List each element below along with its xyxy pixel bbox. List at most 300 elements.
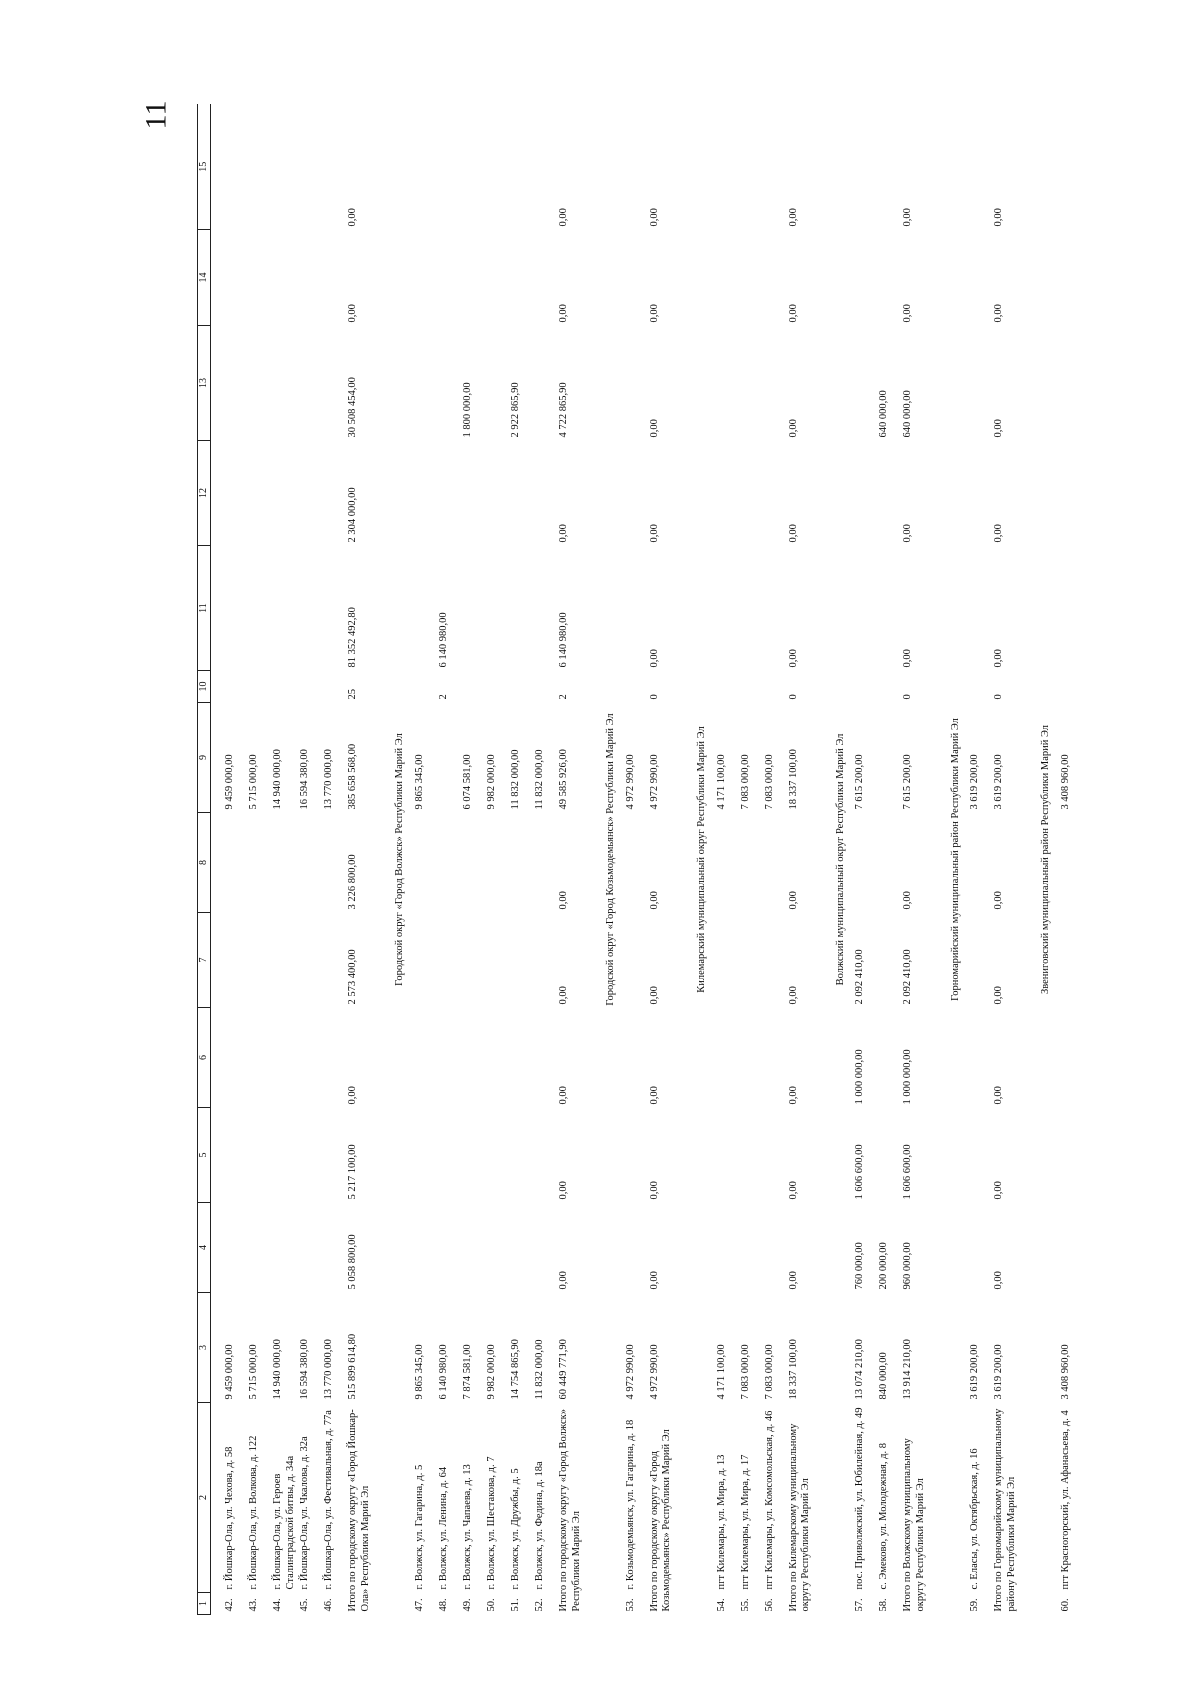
spacer-row	[211, 105, 224, 1615]
rotated-table-container	[197, 15, 1197, 1615]
value-cell-c9: 5 715 000,00	[248, 754, 259, 810]
table-row	[298, 105, 322, 1615]
value-cell-c3: 6 140 980,00	[437, 1344, 449, 1400]
total-value-c14: 0,00	[787, 304, 799, 323]
column-number-row	[198, 105, 211, 1615]
value-cell-c13	[247, 326, 271, 441]
value-cell-c14	[624, 230, 648, 326]
total-value-c14: 0,00	[902, 304, 914, 323]
total-value-c3: 18 337 100,00	[787, 1339, 799, 1400]
table-row	[533, 105, 557, 1615]
total-value-c9: 385 658 568,00	[347, 743, 359, 810]
value-cell-c6	[1059, 1008, 1083, 1108]
value-cell-c12	[461, 441, 485, 546]
total-value-c12: 0,00	[993, 524, 1005, 543]
value-cell-c11	[271, 546, 298, 671]
total-value-c13: 0,00	[648, 419, 660, 438]
value-cell-c7	[624, 913, 648, 1008]
value-cell-c14	[437, 230, 461, 326]
value-cell-c9	[877, 703, 901, 813]
address-cell: г. Йошкар-Ола, ул. Героев Сталинградской битвы, д. 34а	[272, 1455, 296, 1590]
total-value-c14: 0,00	[648, 304, 660, 323]
value-cell-c9: 16 594 380,00	[299, 749, 311, 810]
total-value-c12: 0,00	[557, 524, 569, 543]
total-value-c8: 0,00	[993, 891, 1005, 910]
value-cell-c4	[509, 1203, 533, 1293]
value-cell-c3: 3 619 200,00	[969, 1344, 981, 1400]
address-cell: пгт Килемары, ул. Мира, д. 17	[739, 1454, 751, 1590]
total-value-c7: 0,00	[787, 986, 799, 1005]
value-cell-c9	[437, 703, 461, 813]
total-value-c8: 0,00	[648, 891, 660, 910]
value-cell-c4	[485, 1203, 509, 1293]
total-value-c4: 0,00	[993, 1271, 1005, 1290]
row-number: 48.	[437, 1598, 449, 1612]
total-row	[557, 105, 593, 1615]
value-cell-c15	[624, 105, 648, 230]
table-body	[211, 105, 1083, 1615]
value-cell-c11	[739, 546, 763, 671]
total-value-c10: 0	[902, 694, 914, 700]
value-cell-c6	[223, 1008, 247, 1108]
value-cell-c11	[877, 546, 901, 671]
total-value-c3: 4 972 990,00	[648, 1344, 660, 1400]
total-value-c12: 0,00	[902, 524, 914, 543]
value-cell-c10	[509, 671, 533, 703]
value-cell-c9: 14 940 000,00	[272, 749, 283, 810]
value-cell-c12	[322, 441, 346, 546]
value-cell-c15	[1059, 105, 1083, 230]
value-cell-c12	[739, 441, 763, 546]
column-header-12: 12	[198, 441, 211, 546]
value-cell-c14	[533, 230, 557, 326]
value-cell-c12	[271, 441, 298, 546]
total-value-c10: 25	[347, 689, 359, 700]
value-cell-c13	[298, 326, 322, 441]
address-cell: г. Волжск, ул. Дружбы, д. 5	[509, 1468, 521, 1590]
address-cell: г. Волжск, ул. Чапаева, д. 13	[461, 1464, 473, 1590]
table-row	[1059, 105, 1083, 1615]
value-cell-c9: 13 770 000,00	[323, 749, 335, 810]
total-value-c11: 81 352 492,80	[347, 607, 359, 668]
total-value-c7: 0,00	[993, 986, 1005, 1005]
value-cell-c9: 7 083 000,00	[739, 754, 751, 810]
value-cell-c3: 11 832 000,00	[533, 1339, 545, 1400]
value-cell-c10	[461, 671, 485, 703]
value-cell-c9: 7 615 200,00	[854, 754, 866, 810]
total-value-c11: 0,00	[902, 649, 914, 668]
value-cell-c7	[298, 913, 322, 1008]
value-cell-c5	[413, 1108, 437, 1203]
value-cell-c15	[877, 105, 901, 230]
value-cell-c7: 2 092 410,00	[854, 949, 866, 1005]
table-row	[437, 105, 461, 1615]
value-cell-c12	[509, 441, 533, 546]
value-cell-c14	[763, 230, 787, 326]
value-cell-c3: 840 000,00	[878, 1352, 890, 1400]
total-value-c13: 0,00	[993, 419, 1005, 438]
value-cell-c5	[739, 1108, 763, 1203]
value-cell-c3: 7 874 581,00	[461, 1344, 473, 1400]
region-heading-row	[382, 105, 413, 1615]
total-value-c6: 0,00	[347, 1086, 359, 1105]
value-cell-c8	[624, 813, 648, 913]
total-value-c10: 0	[787, 694, 799, 700]
value-cell-c8	[739, 813, 763, 913]
value-cell-c11	[485, 546, 509, 671]
address-cell: г. Йошкар-Ола, ул. Волкова, д. 122	[248, 1435, 259, 1590]
value-cell-c8	[298, 813, 322, 913]
value-cell-c6	[437, 1008, 461, 1108]
value-cell-c11: 6 140 980,00	[437, 612, 449, 668]
value-cell-c4	[1059, 1203, 1083, 1293]
value-cell-c15	[271, 105, 298, 230]
total-value-c10: 0	[648, 694, 660, 700]
row-number: 52.	[533, 1598, 545, 1612]
value-cell-c6: 1 000 000,00	[854, 1049, 866, 1105]
value-cell-c13	[485, 326, 509, 441]
row-number: 42.	[224, 1598, 235, 1612]
column-header-9: 9	[198, 703, 211, 813]
value-cell-c5	[763, 1108, 787, 1203]
value-cell-c10	[877, 671, 901, 703]
address-cell: пгт Килемары, ул. Комсомольская, д. 46	[763, 1410, 775, 1590]
value-cell-c10	[247, 671, 271, 703]
value-cell-c7	[322, 913, 346, 1008]
total-value-c6: 0,00	[993, 1086, 1005, 1105]
value-cell-c3: 9 459 000,00	[224, 1344, 235, 1400]
value-cell-c4: 760 000,00	[854, 1242, 866, 1290]
total-value-c7: 2 092 410,00	[902, 949, 914, 1005]
value-cell-c15	[763, 105, 787, 230]
column-header-6: 6	[198, 1008, 211, 1108]
value-cell-c10	[715, 671, 739, 703]
total-value-c10: 0	[993, 694, 1005, 700]
table-row	[877, 105, 901, 1615]
value-cell-c15	[739, 105, 763, 230]
value-cell-c7	[437, 913, 461, 1008]
total-label: Итого по Волжскому муниципальному округу Республики Марий Эл	[902, 1438, 926, 1612]
total-value-c11: 0,00	[648, 649, 660, 668]
value-cell-c6	[763, 1008, 787, 1108]
table-row	[624, 105, 648, 1615]
value-cell-c15	[322, 105, 346, 230]
address-cell: с. Еласы, ул. Октябрьская, д. 16	[969, 1448, 981, 1590]
value-cell-c5	[715, 1108, 739, 1203]
total-value-c7: 0,00	[557, 986, 569, 1005]
region-heading-row	[593, 105, 624, 1615]
value-cell-c8	[413, 813, 437, 913]
total-value-c8: 0,00	[902, 891, 914, 910]
value-cell-c9: 11 832 000,00	[533, 749, 545, 810]
row-number: 50.	[485, 1598, 497, 1612]
value-cell-c14	[968, 230, 992, 326]
value-cell-c3: 13 770 000,00	[323, 1339, 335, 1400]
value-cell-c6	[968, 1008, 992, 1108]
total-value-c4: 0,00	[648, 1271, 660, 1290]
value-cell-c8	[485, 813, 509, 913]
total-value-c10: 2	[557, 694, 569, 700]
value-cell-c15	[413, 105, 437, 230]
value-cell-c7	[877, 913, 901, 1008]
value-cell-c14	[271, 230, 298, 326]
table-row	[413, 105, 437, 1615]
value-cell-c12	[968, 441, 992, 546]
region-heading-row	[684, 105, 715, 1615]
value-cell-c10	[413, 671, 437, 703]
value-cell-c6	[271, 1008, 298, 1108]
value-cell-c9: 4 171 100,00	[715, 754, 727, 810]
value-cell-c6	[298, 1008, 322, 1108]
value-cell-c7	[715, 913, 739, 1008]
value-cell-c7	[223, 913, 247, 1008]
total-label: Итого по Килемарскому муниципальному округу Республики Марий Эл	[787, 1423, 812, 1612]
value-cell-c10: 2	[437, 694, 449, 700]
value-cell-c6	[739, 1008, 763, 1108]
total-value-c6: 0,00	[648, 1086, 660, 1105]
total-value-c13: 640 000,00	[902, 390, 914, 438]
total-value-c5: 1 606 600,00	[902, 1144, 914, 1200]
value-cell-c11	[715, 546, 739, 671]
total-row	[787, 105, 823, 1615]
value-cell-c4	[739, 1203, 763, 1293]
total-row	[346, 105, 382, 1615]
value-cell-c15	[247, 105, 271, 230]
value-cell-c6	[715, 1008, 739, 1108]
value-cell-c12	[223, 441, 247, 546]
value-cell-c13: 2 922 865,90	[509, 382, 521, 438]
row-number: 44.	[272, 1598, 283, 1612]
value-cell-c15	[715, 105, 739, 230]
value-cell-c9: 9 982 000,00	[485, 754, 497, 810]
apartment-repair-table	[197, 105, 1083, 1616]
value-cell-c14	[853, 230, 877, 326]
region-heading-row	[823, 105, 854, 1615]
total-value-c4: 0,00	[557, 1271, 569, 1290]
total-value-c6: 1 000 000,00	[902, 1049, 914, 1105]
total-value-c7: 2 573 400,00	[347, 949, 359, 1005]
value-cell-c10	[624, 671, 648, 703]
total-value-c7: 0,00	[648, 986, 660, 1005]
total-value-c5: 0,00	[993, 1181, 1005, 1200]
value-cell-c14	[715, 230, 739, 326]
value-cell-c5	[247, 1108, 271, 1203]
column-header-7: 7	[198, 913, 211, 1008]
region-heading-row	[1028, 105, 1059, 1615]
column-header-8: 8	[198, 813, 211, 913]
row-number: 46.	[323, 1598, 335, 1612]
value-cell-c12	[1059, 441, 1083, 546]
total-value-c4: 0,00	[787, 1271, 799, 1290]
column-header-11: 11	[198, 546, 211, 671]
total-value-c15: 0,00	[648, 208, 660, 227]
spacer-cell	[211, 105, 224, 1615]
row-number: 51.	[509, 1598, 521, 1612]
value-cell-c15	[533, 105, 557, 230]
address-cell: пос. Приволжский, ул. Юбилейная, д. 49	[854, 1407, 866, 1590]
total-value-c3: 515 899 614,80	[347, 1333, 359, 1400]
value-cell-c4	[271, 1203, 298, 1293]
value-cell-c3: 4 171 100,00	[715, 1344, 727, 1400]
value-cell-c10	[533, 671, 557, 703]
value-cell-c14	[461, 230, 485, 326]
table-row	[223, 105, 247, 1615]
value-cell-c5	[298, 1108, 322, 1203]
region-heading: Звениговский муниципальный район Республики Марий Эл	[1040, 724, 1052, 995]
address-cell: пгт Килемары, ул. Мира, д. 13	[715, 1454, 727, 1590]
address-cell: г. Волжск, ул. Гагарина, д. 5	[413, 1464, 425, 1590]
total-value-c15: 0,00	[993, 208, 1005, 227]
value-cell-c4	[763, 1203, 787, 1293]
value-cell-c8	[461, 813, 485, 913]
region-heading: Волжский муниципальный округ Республики Марий Эл	[834, 733, 846, 986]
total-value-c5: 5 217 100,00	[347, 1144, 359, 1200]
total-value-c5: 0,00	[648, 1181, 660, 1200]
value-cell-c13	[437, 326, 461, 441]
value-cell-c10	[853, 671, 877, 703]
table-row	[715, 105, 739, 1615]
total-value-c5: 0,00	[557, 1181, 569, 1200]
total-label: Итого по городскому округу «Город Козьмодемьянск» Республики Марий Эл	[648, 1429, 673, 1612]
value-cell-c12	[413, 441, 437, 546]
value-cell-c4: 200 000,00	[878, 1242, 890, 1290]
value-cell-c5	[1059, 1108, 1083, 1203]
address-cell: г. Волжск, ул. Шестакова, д. 7	[485, 1456, 497, 1590]
value-cell-c10	[763, 671, 787, 703]
value-cell-c13	[413, 326, 437, 441]
value-cell-c5	[223, 1108, 247, 1203]
value-cell-c3: 7 083 000,00	[763, 1344, 775, 1400]
value-cell-c12	[247, 441, 271, 546]
value-cell-c10	[271, 671, 298, 703]
row-number: 55.	[739, 1598, 751, 1612]
value-cell-c3: 16 594 380,00	[299, 1339, 311, 1400]
column-header-4: 4	[198, 1203, 211, 1293]
column-header-2: 2	[198, 1403, 211, 1593]
value-cell-c15	[298, 105, 322, 230]
value-cell-c8	[247, 813, 271, 913]
value-cell-c10	[739, 671, 763, 703]
total-value-c5: 0,00	[787, 1181, 799, 1200]
value-cell-c5	[271, 1108, 298, 1203]
value-cell-c11	[247, 546, 271, 671]
address-cell: г. Йошкар-Ола, ул. Фестивальная, д. 77а	[323, 1410, 335, 1590]
value-cell-c5	[322, 1108, 346, 1203]
value-cell-c4	[322, 1203, 346, 1293]
region-heading: Килемарский муниципальный округ Республики Марий Эл	[695, 726, 707, 993]
value-cell-c15	[437, 105, 461, 230]
value-cell-c13	[853, 326, 877, 441]
total-label: Итого по Горномарийскому муниципальному району Республики Марий Эл	[993, 1408, 1017, 1612]
value-cell-c12	[624, 441, 648, 546]
value-cell-c13	[322, 326, 346, 441]
address-cell: г. Волжск, ул. Ленина, д. 64	[437, 1466, 449, 1590]
value-cell-c11	[322, 546, 346, 671]
value-cell-c4	[624, 1203, 648, 1293]
table-row	[271, 105, 298, 1615]
table-header	[198, 105, 211, 1615]
row-number: 56.	[763, 1598, 775, 1612]
total-value-c13: 4 722 865,90	[557, 382, 569, 438]
value-cell-c12	[437, 441, 461, 546]
total-value-c12: 2 304 000,00	[347, 487, 359, 543]
value-cell-c7	[533, 913, 557, 1008]
value-cell-c15	[223, 105, 247, 230]
value-cell-c13	[223, 326, 247, 441]
value-cell-c4	[247, 1203, 271, 1293]
value-cell-c13	[739, 326, 763, 441]
row-number: 57.	[854, 1598, 866, 1612]
value-cell-c5	[533, 1108, 557, 1203]
value-cell-c12	[853, 441, 877, 546]
table-row	[968, 105, 992, 1615]
value-cell-c13	[271, 326, 298, 441]
total-value-c8: 3 226 800,00	[347, 854, 359, 910]
value-cell-c14	[1059, 230, 1083, 326]
total-value-c4: 5 058 800,00	[347, 1234, 359, 1290]
table-row	[739, 105, 763, 1615]
value-cell-c10	[968, 671, 992, 703]
value-cell-c8	[223, 813, 247, 913]
address-cell: г. Йошкар-Ола, ул. Чкалова, д. 32а	[299, 1436, 311, 1590]
value-cell-c7	[739, 913, 763, 1008]
value-cell-c8	[509, 813, 533, 913]
row-number: 49.	[461, 1598, 473, 1612]
value-cell-c12	[763, 441, 787, 546]
total-value-c3: 60 449 771,90	[557, 1339, 569, 1400]
address-cell: с. Эмеково, ул. Молодежная, д. 8	[878, 1443, 890, 1590]
value-cell-c6	[247, 1008, 271, 1108]
value-cell-c15	[968, 105, 992, 230]
column-header-15: 15	[198, 105, 211, 230]
value-cell-c11	[223, 546, 247, 671]
value-cell-c12	[715, 441, 739, 546]
total-value-c11: 0,00	[787, 649, 799, 668]
value-cell-c4	[533, 1203, 557, 1293]
value-cell-c11	[298, 546, 322, 671]
value-cell-c3: 13 074 210,00	[854, 1339, 866, 1400]
table-row	[322, 105, 346, 1615]
value-cell-c5	[461, 1108, 485, 1203]
value-cell-c7	[413, 913, 437, 1008]
value-cell-c8	[968, 813, 992, 913]
total-value-c4: 960 000,00	[902, 1242, 914, 1290]
region-heading-row	[938, 105, 969, 1615]
total-value-c3: 13 914 210,00	[902, 1339, 914, 1400]
value-cell-c7	[763, 913, 787, 1008]
value-cell-c6	[461, 1008, 485, 1108]
value-cell-c14	[322, 230, 346, 326]
value-cell-c15	[853, 105, 877, 230]
value-cell-c13	[1059, 326, 1083, 441]
value-cell-c9: 3 619 200,00	[969, 754, 981, 810]
value-cell-c9: 9 865 345,00	[413, 754, 425, 810]
value-cell-c8	[853, 813, 877, 913]
value-cell-c7	[509, 913, 533, 1008]
column-header-5: 5	[198, 1108, 211, 1203]
value-cell-c14	[298, 230, 322, 326]
row-number: 59.	[969, 1598, 981, 1612]
value-cell-c7	[271, 913, 298, 1008]
value-cell-c11	[413, 546, 437, 671]
value-cell-c8	[533, 813, 557, 913]
row-number: 45.	[299, 1598, 311, 1612]
value-cell-c14	[739, 230, 763, 326]
total-value-c14: 0,00	[557, 304, 569, 323]
value-cell-c11	[968, 546, 992, 671]
value-cell-c4	[298, 1203, 322, 1293]
value-cell-c14	[485, 230, 509, 326]
